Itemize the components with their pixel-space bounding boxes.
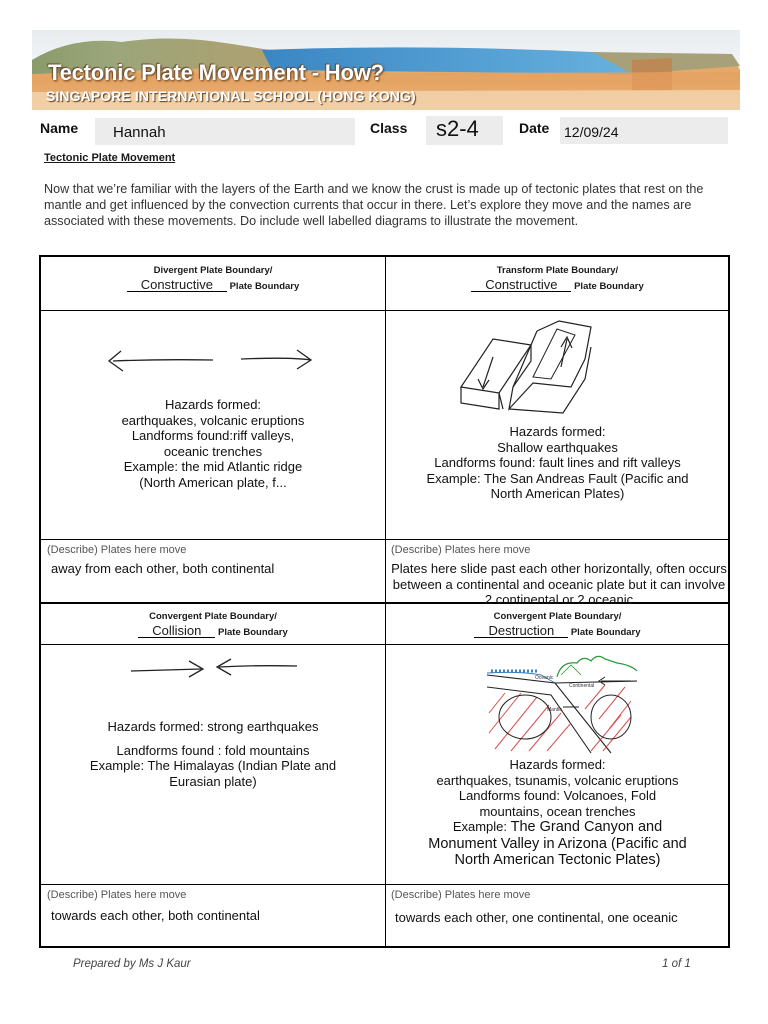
class-label: Class bbox=[370, 120, 408, 136]
transform-blank[interactable]: Constructive bbox=[471, 278, 571, 292]
row-divider bbox=[41, 644, 728, 645]
date-value: 12/09/24 bbox=[564, 124, 619, 140]
transform-heading: Transform Plate Boundary/ Constructive Plate Boundary bbox=[385, 265, 730, 292]
date-label: Date bbox=[519, 120, 550, 136]
section-title: Tectonic Plate Movement bbox=[44, 152, 176, 164]
destruction-describe-label: (Describe) Plates here move bbox=[391, 889, 531, 901]
destruction-blank[interactable]: Destruction bbox=[474, 624, 568, 638]
transform-describe-field[interactable]: Plates here slide past each other horizontally, often occurs between a continental and oceanic plate but it can involve 2 continental or 2 oceanic bbox=[391, 561, 727, 607]
subduction-diagram bbox=[481, 653, 641, 753]
page-number: 1 of 1 bbox=[662, 958, 691, 970]
transform-fault-diagram bbox=[453, 317, 593, 427]
name-value: Hannah bbox=[113, 124, 166, 141]
header-banner bbox=[32, 30, 740, 110]
destruction-heading: Convergent Plate Boundary/ Destruction Plate Boundary bbox=[385, 611, 730, 638]
row-divider bbox=[41, 539, 728, 540]
class-value: s2-4 bbox=[436, 116, 479, 141]
destruction-describe-field[interactable]: towards each other, one continental, one oceanic bbox=[395, 910, 678, 925]
collision-blank[interactable]: Collision bbox=[138, 624, 215, 638]
destruction-details: Hazards formed: earthquakes, tsunamis, volcanic eruptions Landforms found: Volcanoes, Fold mountains, ocean trenches Example: The Grand Canyon and Monument Valley in Arizona (Pacific and North American Tectonic Plates) bbox=[428, 757, 687, 868]
intro-paragraph: Now that we’re familiar with the layers of the Earth and we know the crust is made up of tectonic plates that rest on the mantle and get influenced by the convection currents that occur in there. Let’s explore they move and the names are associated with these movements. Do include well labelled diagrams to illustrate the movement. bbox=[44, 182, 704, 228]
divergent-describe-field[interactable]: away from each other, both continental bbox=[51, 561, 275, 576]
collision-describe-field[interactable]: towards each other, both continental bbox=[51, 908, 260, 923]
divergent-details: Hazards formed: earthquakes, volcanic eruptions Landforms found:riff valleys, oceanic trenches Example: the mid Atlantic ridge (North American plate, f... bbox=[121, 397, 305, 490]
collision-details: Hazards formed: strong earthquakes Landforms found : fold mountains Example: The Himalayas (Indian Plate and Eurasian plate) bbox=[89, 719, 337, 789]
banner-subtitle: SINGAPORE INTERNATIONAL SCHOOL (HONG KONG) bbox=[46, 88, 416, 104]
banner-title: Tectonic Plate Movement - How? bbox=[48, 60, 384, 85]
continental-label: Continental bbox=[569, 683, 595, 689]
collision-arrows-diagram bbox=[127, 657, 307, 681]
divergent-heading: Divergent Plate Boundary/ Constructive Plate Boundary bbox=[41, 265, 385, 292]
transform-details: Hazards formed: Shallow earthquakes Landforms found: fault lines and rift valleys Example: The San Andreas Fault (Pacific and North American Plates) bbox=[426, 424, 689, 501]
boundary-table bbox=[39, 255, 730, 948]
row-divider bbox=[41, 310, 728, 311]
divergent-describe-label: (Describe) Plates here move bbox=[47, 544, 187, 556]
divergent-blank[interactable]: Constructive bbox=[127, 278, 227, 292]
name-label: Name bbox=[40, 120, 79, 136]
collision-describe-label: (Describe) Plates here move bbox=[47, 889, 187, 901]
transform-describe-label: (Describe) Plates here move bbox=[391, 544, 531, 556]
collision-heading: Convergent Plate Boundary/ Collision Plate Boundary bbox=[41, 611, 385, 638]
oceanic-label: Oceanic bbox=[535, 675, 554, 681]
row-divider bbox=[41, 884, 728, 885]
divergent-arrows-diagram bbox=[101, 345, 321, 375]
prepared-by: Prepared by Ms J Kaur bbox=[73, 958, 191, 970]
mantle-label: Mantle bbox=[547, 707, 563, 713]
